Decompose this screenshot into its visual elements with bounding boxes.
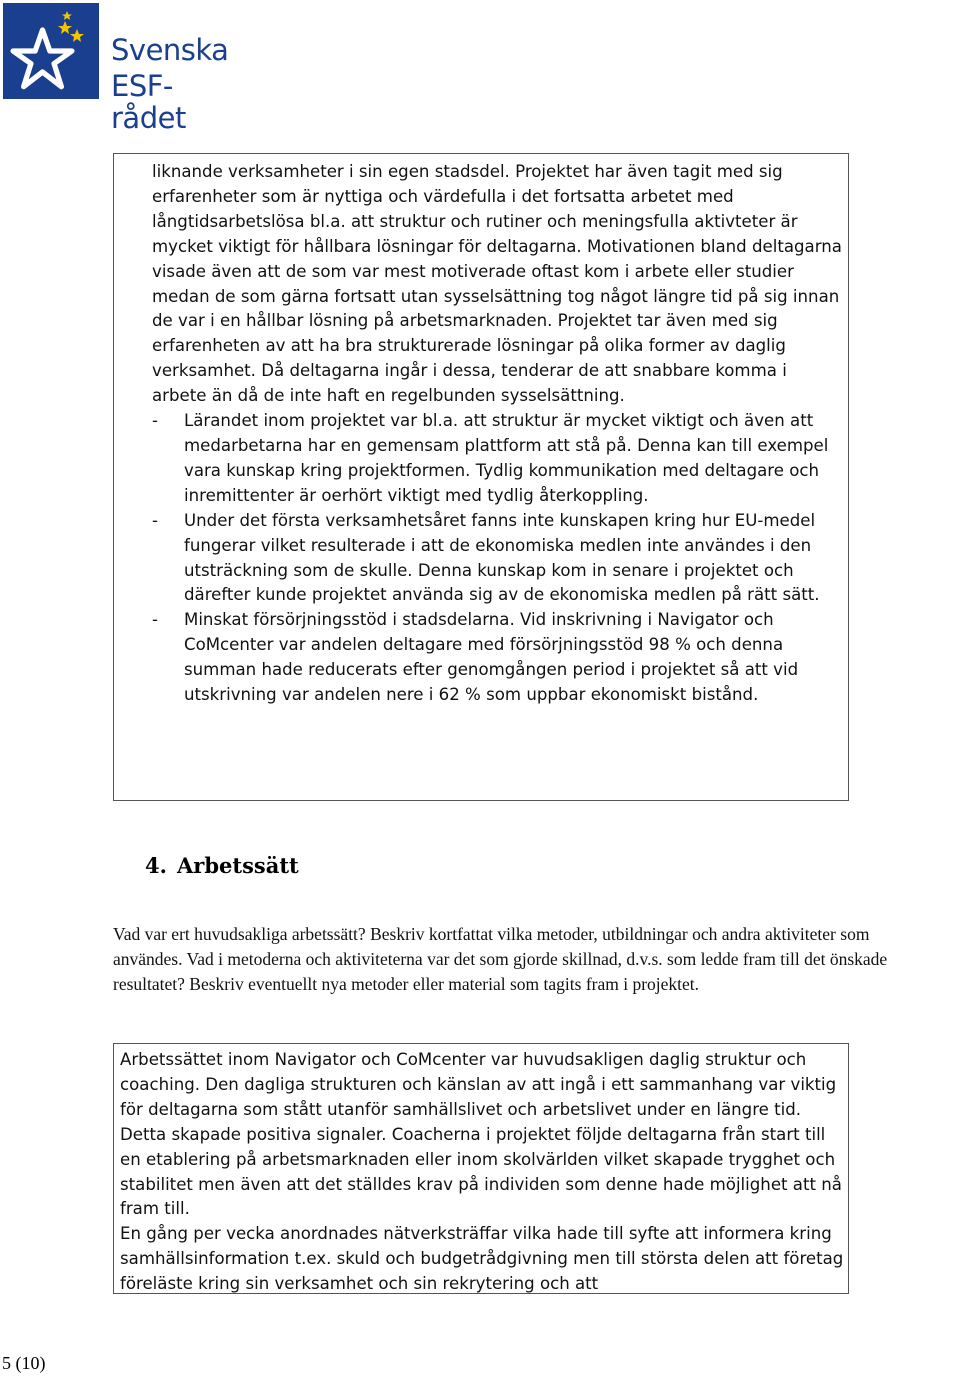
bullet-marker: -	[152, 411, 158, 431]
list-item	[152, 608, 844, 708]
logo-line1: Svenska	[111, 33, 229, 67]
logo	[0, 0, 240, 135]
methods-paragraph-1: Arbetssättet inom Navigator och CoMcenter var huvudsakligen daglig struktur och coaching. Den dagliga strukturen och känslan av att ingå i ett sammanhang var viktig för deltagarna som stått utanför samhällslivet och arbetslivet under en längre tid. Detta skapade positiva signaler. Coacherna i projektet följde deltagarna från start till en etablering på arbetsmarknaden eller inom skolvärlden vilket skapade trygghet och stabilitet men även att det ställdes krav på individen som denne hade möjlighet att nå fram till.	[120, 1050, 842, 1219]
logo-emblem	[3, 3, 99, 99]
results-bullet-list	[152, 409, 844, 708]
answer-box-methods	[113, 1043, 849, 1294]
methods-paragraph-2: En gång per vecka anordnades nätverksträffar vilka hade till syfte att informera kring samhällsinformation t.ex. skuld och budgetrådgivning men till största delen att företag föreläste kring sin verksamhet och sin rekrytering och att	[120, 1224, 844, 1294]
bullet-marker: -	[152, 610, 158, 630]
section-heading	[145, 853, 299, 878]
section-title: Arbetssätt	[177, 853, 299, 878]
list-item	[152, 409, 844, 509]
bullet-text: Under det första verksamhetsåret fanns inte kunskapen kring hur EU-medel fungerar vilket resulterade i att de ekonomiska medlen inte användes i den utsträckning som de skulle. Denna kunskap kom in senare i projektet och därefter kunde projektet använda sig av de ekonomiska medlen på rätt sätt.	[184, 510, 820, 605]
bullet-text: Lärandet inom projektet var bl.a. att struktur är mycket viktigt och även att medarbetarna har en gemensam plattform att stå på. Denna kan till exempel vara kunskap kring projektformen. Tydlig kommunikation med deltagare och inremittenter är oerhört viktigt med tydlig återkoppling.	[184, 411, 829, 505]
bullet-text: Minskat försörjningsstöd i stadsdelarna. Vid inskrivning i Navigator och CoMcenter var andelen deltagare med försörjningsstöd 98 % och denna summan hade reducerats efter genomgången period i projektet så att vid utskrivning var andelen nere i 62 % som uppbar ekonomiskt bistånd.	[184, 610, 799, 705]
page-number: 5 (10)	[2, 1353, 46, 1373]
logo-line2: ESF-rådet	[111, 69, 186, 135]
bullet-marker: -	[152, 510, 158, 530]
star-icon	[3, 3, 99, 99]
results-paragraph: liknande verksamheter i sin egen stadsdel. Projektet har även tagit med sig erfarenheter som är nyttiga och värdefulla i det fortsatta arbetet med långtidsarbetslösa bl.a. att struktur och rutiner och meningsfulla aktivteter är mycket viktigt för hållbara lösningar för deltagarna. Motivationen bland deltagarna visade även att de som var mest motiverade oftast kom i arbete eller studier medan de som gärna fortsatt utan sysselsättning tog något längre tid på sig innan de var i en hållbar lösning på arbetsmarknaden. Projektet tar även med sig erfarenheten av att ha bra strukturerade lösningar på olika former av daglig verksamhet. Då deltagarna ingår i dessa, tenderar de att snabbare komma i arbete än då de inte haft en regelbunden sysselsättning.	[152, 162, 842, 406]
section-question: Vad var ert huvudsakliga arbetssätt? Beskriv kortfattat vilka metoder, utbildningar och andra aktiviteter som användes. Vad i metoderna och aktiviteterna var det som gjorde skillnad, d.v.s. som ledde fram till det önskade resultatet? Beskriv eventuellt nya metoder eller material som tagits fram i projektet.	[113, 924, 888, 994]
list-item	[152, 509, 844, 609]
answer-box-results	[113, 153, 849, 801]
section-number: 4.	[145, 853, 167, 878]
